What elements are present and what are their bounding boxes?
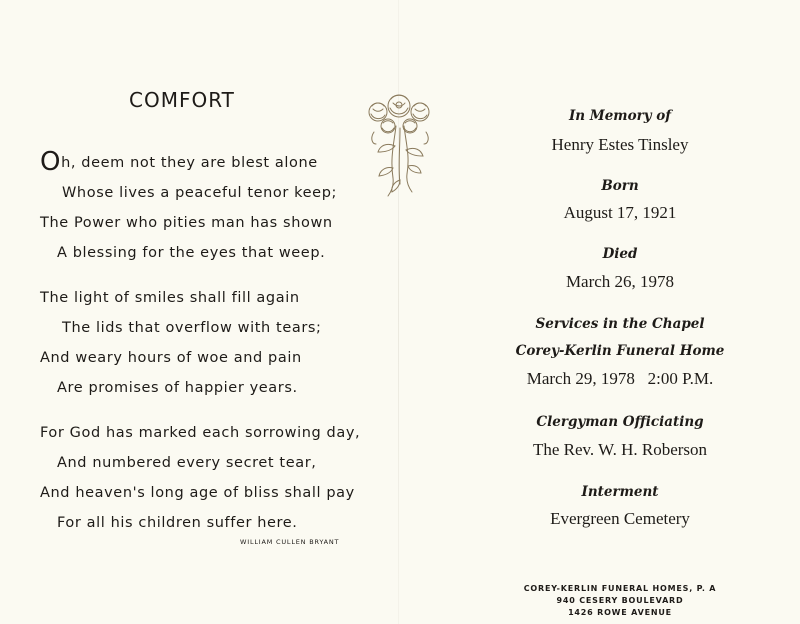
clergyman-name: The Rev. W. H. Roberson — [532, 440, 708, 459]
poem-line: Are promises of happier years. — [57, 380, 298, 396]
services-heading: Services in the Chapel — [535, 316, 705, 332]
poem-line: Whose lives a peaceful tenor keep; — [62, 185, 337, 201]
drop-cap: O — [40, 147, 62, 177]
footer-address-1: 940 CESERY BOULEVARD — [556, 596, 684, 605]
service-time: 2:00 P.M. — [647, 369, 714, 388]
poem-stanza — [40, 283, 380, 403]
poem-line: And heaven's long age of bliss shall pay — [40, 485, 355, 501]
poem-stanza — [40, 418, 380, 538]
poem-line: The lids that overflow with tears; — [62, 320, 322, 336]
born-heading: Born — [601, 178, 639, 194]
poem-title: COMFORT — [129, 88, 235, 112]
flower-bouquet-icon — [360, 88, 438, 200]
interment-heading: Interment — [581, 484, 659, 500]
died-heading: Died — [602, 246, 638, 262]
poem-line: And numbered every secret tear, — [57, 455, 317, 471]
cemetery-name: Evergreen Cemetery — [550, 509, 690, 528]
deceased-name: Henry Estes Tinsley — [551, 135, 689, 154]
funeral-home-name: Corey-Kerlin Funeral Home — [515, 343, 725, 359]
footer-address-2: 1426 ROWE AVENUE — [568, 608, 672, 617]
service-date: March 29, 1978 — [526, 369, 635, 388]
poem-line: Oh, deem not they are blest alone — [40, 147, 318, 177]
born-date: August 17, 1921 — [563, 203, 677, 222]
footer-company: COREY-KERLIN FUNERAL HOMES, P. A — [523, 584, 717, 593]
service-datetime — [440, 369, 800, 389]
poem-line: The Power who pities man has shown — [40, 215, 333, 231]
poem-line: For all his children suffer here. — [57, 515, 298, 531]
poem-line: And weary hours of woe and pain — [40, 350, 302, 366]
poem-line: For God has marked each sorrowing day, — [40, 425, 361, 441]
poem-author: WILLIAM CULLEN BRYANT — [240, 538, 340, 546]
clergy-heading: Clergyman Officiating — [536, 414, 704, 430]
in-memory-heading: In Memory of — [568, 108, 672, 124]
poem-line: The light of smiles shall fill again — [40, 290, 300, 306]
died-date: March 26, 1978 — [565, 272, 675, 291]
poem-stanza — [40, 148, 380, 268]
poem-line: A blessing for the eyes that weep. — [57, 245, 326, 261]
